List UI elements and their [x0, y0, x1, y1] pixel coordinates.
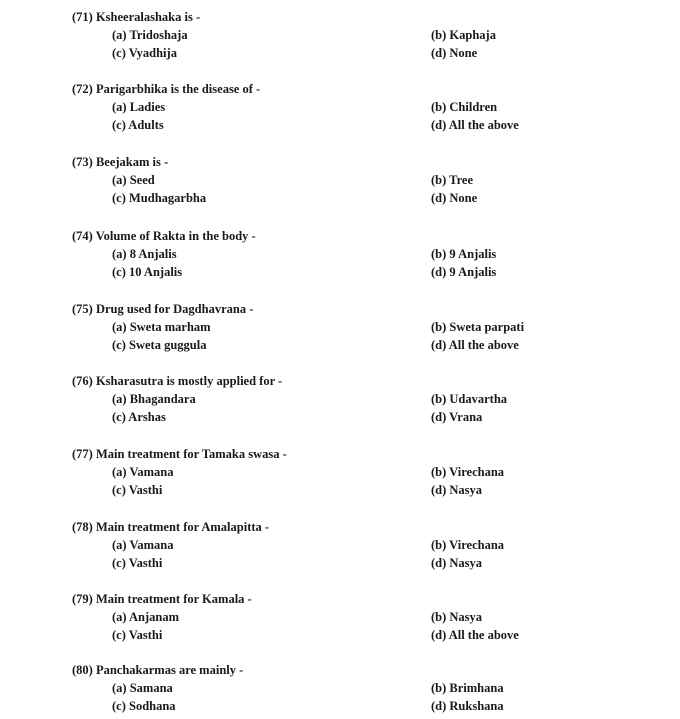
option-d: (d) Rukshana	[431, 699, 504, 713]
option-b: (b) Tree	[431, 173, 474, 187]
option-d: (d) All the above	[431, 628, 519, 642]
option-d: (d) Nasya	[431, 556, 483, 570]
option-a: (a) Vamana	[112, 465, 174, 479]
option-d: (d) All the above	[431, 118, 519, 132]
option-c: (c) Vyadhija	[112, 46, 177, 60]
question-text: (74) Volume of Rakta in the body -	[72, 229, 256, 243]
option-c: (c) Vasthi	[112, 483, 163, 497]
option-c: (c) Sodhana	[112, 699, 176, 713]
option-b: (b) Kaphaja	[431, 28, 496, 42]
option-a: (a) Tridoshaja	[112, 28, 188, 42]
option-d: (d) All the above	[431, 338, 519, 352]
option-b: (b) Children	[431, 100, 498, 114]
option-c: (c) Mudhagarbha	[112, 191, 207, 205]
question-text: (80) Panchakarmas are mainly -	[72, 663, 244, 677]
option-d: (d) Nasya	[431, 483, 483, 497]
option-a: (a) Anjanam	[112, 610, 180, 624]
option-a: (a) Vamana	[112, 538, 174, 552]
option-b: (b) Brimhana	[431, 681, 504, 695]
option-d: (d) None	[431, 191, 478, 205]
question-72	[0, 80, 680, 136]
question-79	[0, 590, 680, 646]
option-b: (b) Nasya	[431, 610, 483, 624]
option-d: (d) Vrana	[431, 410, 483, 424]
option-b: (b) Virechana	[431, 465, 505, 479]
option-b: (b) Sweta parpati	[431, 320, 525, 334]
question-76	[0, 372, 680, 428]
question-74	[0, 227, 680, 283]
question-text: (72) Parigarbhika is the disease of -	[72, 82, 261, 96]
question-78	[0, 518, 680, 574]
question-73	[0, 153, 680, 209]
option-a: (a) Seed	[112, 173, 155, 187]
option-a: (a) Sweta marham	[112, 320, 211, 334]
option-b: (b) Virechana	[431, 538, 505, 552]
question-text: (73) Beejakam is -	[72, 155, 169, 169]
option-d: (d) None	[431, 46, 478, 60]
question-75	[0, 300, 680, 356]
option-d: (d) 9 Anjalis	[431, 265, 497, 279]
question-71	[0, 8, 680, 64]
question-text: (76) Ksharasutra is mostly applied for -	[72, 374, 283, 388]
option-c: (c) Adults	[112, 118, 164, 132]
question-77	[0, 445, 680, 501]
option-c: (c) Sweta guggula	[112, 338, 207, 352]
option-a: (a) Bhagandara	[112, 392, 196, 406]
question-text: (78) Main treatment for Amalapitta -	[72, 520, 270, 534]
option-b: (b) 9 Anjalis	[431, 247, 497, 261]
question-text: (71) Ksheeralashaka is -	[72, 10, 201, 24]
question-80	[0, 661, 680, 717]
option-c: (c) Arshas	[112, 410, 166, 424]
option-b: (b) Udavartha	[431, 392, 508, 406]
option-c: (c) 10 Anjalis	[112, 265, 183, 279]
option-a: (a) Ladies	[112, 100, 166, 114]
question-text: (75) Drug used for Dagdhavrana -	[72, 302, 254, 316]
question-text: (77) Main treatment for Tamaka swasa -	[72, 447, 287, 461]
option-c: (c) Vasthi	[112, 556, 163, 570]
option-c: (c) Vasthi	[112, 628, 163, 642]
question-text: (79) Main treatment for Kamala -	[72, 592, 252, 606]
option-a: (a) 8 Anjalis	[112, 247, 177, 261]
option-a: (a) Samana	[112, 681, 173, 695]
